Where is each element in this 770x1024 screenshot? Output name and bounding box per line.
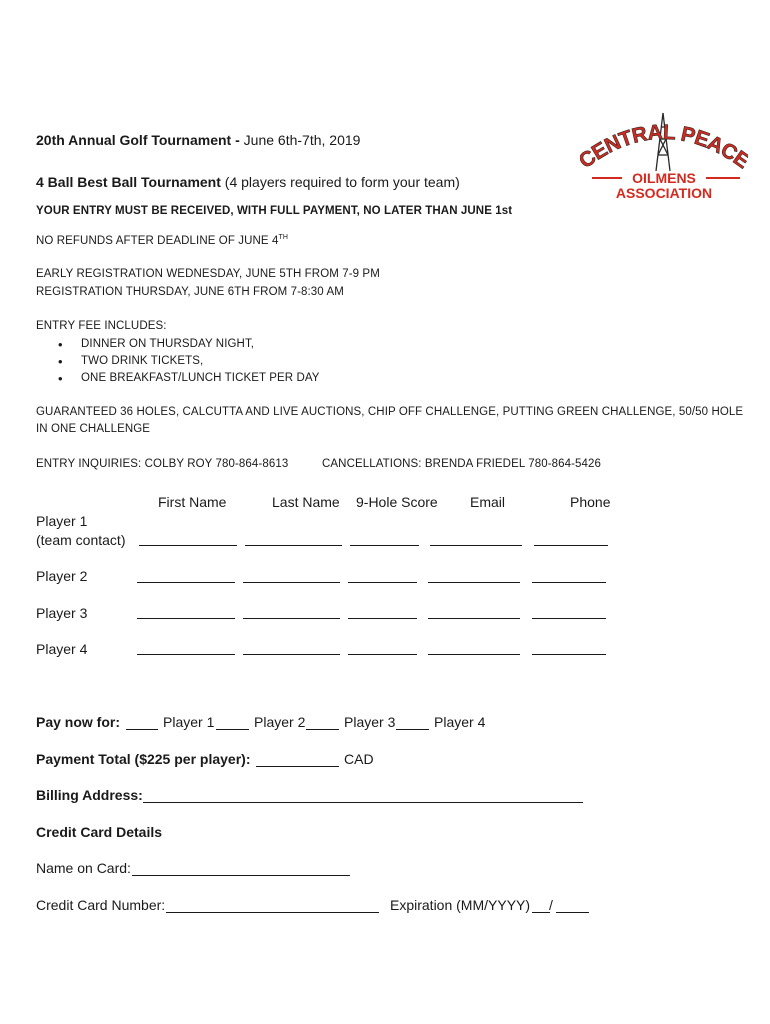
- player-3-phone-field[interactable]: [532, 618, 606, 619]
- player-2-last-name-field[interactable]: [243, 582, 340, 583]
- fee-list: [36, 336, 320, 387]
- pay-player-1-label: Player 1: [163, 714, 215, 730]
- player-1-sublabel: (team contact): [36, 532, 126, 548]
- pay-player-4-field[interactable]: [396, 729, 429, 730]
- fee-heading: ENTRY FEE INCLUDES:: [36, 320, 167, 332]
- tournament-title: [36, 132, 360, 148]
- expiration-year-field[interactable]: [556, 912, 589, 913]
- player-4-last-name-field[interactable]: [243, 654, 340, 655]
- billing-address-field[interactable]: [143, 802, 583, 803]
- player-3-email-field[interactable]: [428, 618, 520, 619]
- credit-card-heading: Credit Card Details: [36, 824, 163, 840]
- player-4-score-field[interactable]: [348, 654, 417, 655]
- name-on-card-label: Name on Card:: [36, 860, 131, 876]
- player-2-email-field[interactable]: [428, 582, 520, 583]
- col-phone: Phone: [570, 494, 611, 510]
- pay-player-3-label: Player 3: [344, 714, 396, 730]
- expiration-separator: /: [549, 897, 553, 913]
- player-2-label: Player 2: [36, 568, 88, 584]
- player-1-score-field[interactable]: [350, 545, 419, 546]
- player-2-phone-field[interactable]: [532, 582, 606, 583]
- card-number-label: Credit Card Number:: [36, 897, 166, 913]
- fee-item: • ONE BREAKFAST/LUNCH TICKET PER DAY: [36, 370, 320, 387]
- association-logo: [580, 103, 748, 203]
- fee-item: • TWO DRINK TICKETS,: [36, 353, 320, 370]
- early-registration: EARLY REGISTRATION WEDNESDAY, JUNE 5TH FROM 7-9 PM: [36, 268, 380, 280]
- title-dates: June 6th-7th, 2019: [243, 132, 361, 148]
- player-3-label: Player 3: [36, 605, 88, 621]
- tournament-subtitle: [36, 174, 460, 190]
- registration: REGISTRATION THURSDAY, JUNE 6TH FROM 7-8:30 AM: [36, 286, 344, 298]
- subtitle-bold: 4 Ball Best Ball Tournament: [36, 174, 221, 190]
- pay-player-1-field[interactable]: [126, 729, 158, 730]
- player-3-first-name-field[interactable]: [137, 618, 235, 619]
- player-1-label: Player 1: [36, 513, 88, 529]
- deadline-notice: YOUR ENTRY MUST BE RECEIVED, WITH FULL PAYMENT, NO LATER THAN JUNE 1st: [36, 205, 513, 217]
- pay-player-4-label: Player 4: [434, 714, 486, 730]
- logo-line3: ASSOCIATION: [615, 185, 713, 201]
- pay-player-3-field[interactable]: [306, 729, 339, 730]
- refund-notice: [36, 234, 288, 247]
- refund-sup: TH: [278, 234, 289, 241]
- player-2-score-field[interactable]: [348, 582, 417, 583]
- payment-total-field[interactable]: [256, 766, 339, 767]
- title-bold: 20th Annual Golf Tournament -: [36, 132, 244, 148]
- logo-line1: ENTRAL PEAC: [587, 120, 741, 166]
- pay-player-2-field[interactable]: [216, 729, 249, 730]
- fee-item: • DINNER ON THURSDAY NIGHT,: [36, 336, 320, 353]
- player-1-last-name-field[interactable]: [245, 545, 342, 546]
- player-3-score-field[interactable]: [348, 618, 417, 619]
- col-email: Email: [470, 494, 506, 510]
- entry-inquiries: ENTRY INQUIRIES: COLBY ROY 780-864-8613: [36, 458, 289, 470]
- name-on-card-field[interactable]: [132, 875, 350, 876]
- player-3-last-name-field[interactable]: [243, 618, 340, 619]
- subtitle-rest: (4 players required to form your team): [224, 174, 460, 190]
- pay-now-label: Pay now for:: [36, 714, 121, 730]
- player-1-first-name-field[interactable]: [139, 545, 237, 546]
- guaranteed-line-2: IN ONE CHALLENGE: [36, 423, 151, 435]
- oil-derrick-logo-icon: [580, 103, 748, 203]
- logo-line2: OILMENS: [632, 170, 696, 186]
- player-4-label: Player 4: [36, 641, 88, 657]
- player-4-email-field[interactable]: [428, 654, 520, 655]
- player-1-phone-field[interactable]: [534, 545, 608, 546]
- cancellations: CANCELLATIONS: BRENDA FRIEDEL 780-864-5426: [322, 458, 602, 470]
- col-hole-score: 9-Hole Score: [356, 494, 438, 510]
- player-4-phone-field[interactable]: [532, 654, 606, 655]
- pay-player-2-label: Player 2: [254, 714, 306, 730]
- card-number-field[interactable]: [166, 912, 379, 913]
- expiration-month-field[interactable]: [532, 912, 550, 913]
- currency-label: CAD: [344, 751, 374, 767]
- refund-text: NO REFUNDS AFTER DEADLINE OF JUNE 4: [36, 234, 279, 247]
- guaranteed-line-1: GUARANTEED 36 HOLES, CALCUTTA AND LIVE AUCTIONS, CHIP OFF CHALLENGE, PUTTING GREEN CHALLENGE, 50/50 HOLE: [36, 406, 744, 418]
- player-4-first-name-field[interactable]: [137, 654, 235, 655]
- player-2-first-name-field[interactable]: [137, 582, 235, 583]
- expiration-label: Expiration (MM/YYYY): [390, 897, 531, 913]
- player-1-email-field[interactable]: [430, 545, 522, 546]
- col-first-name: First Name: [158, 494, 227, 510]
- billing-address-label: Billing Address:: [36, 787, 143, 803]
- col-last-name: Last Name: [272, 494, 340, 510]
- payment-total-label: Payment Total ($225 per player):: [36, 751, 251, 767]
